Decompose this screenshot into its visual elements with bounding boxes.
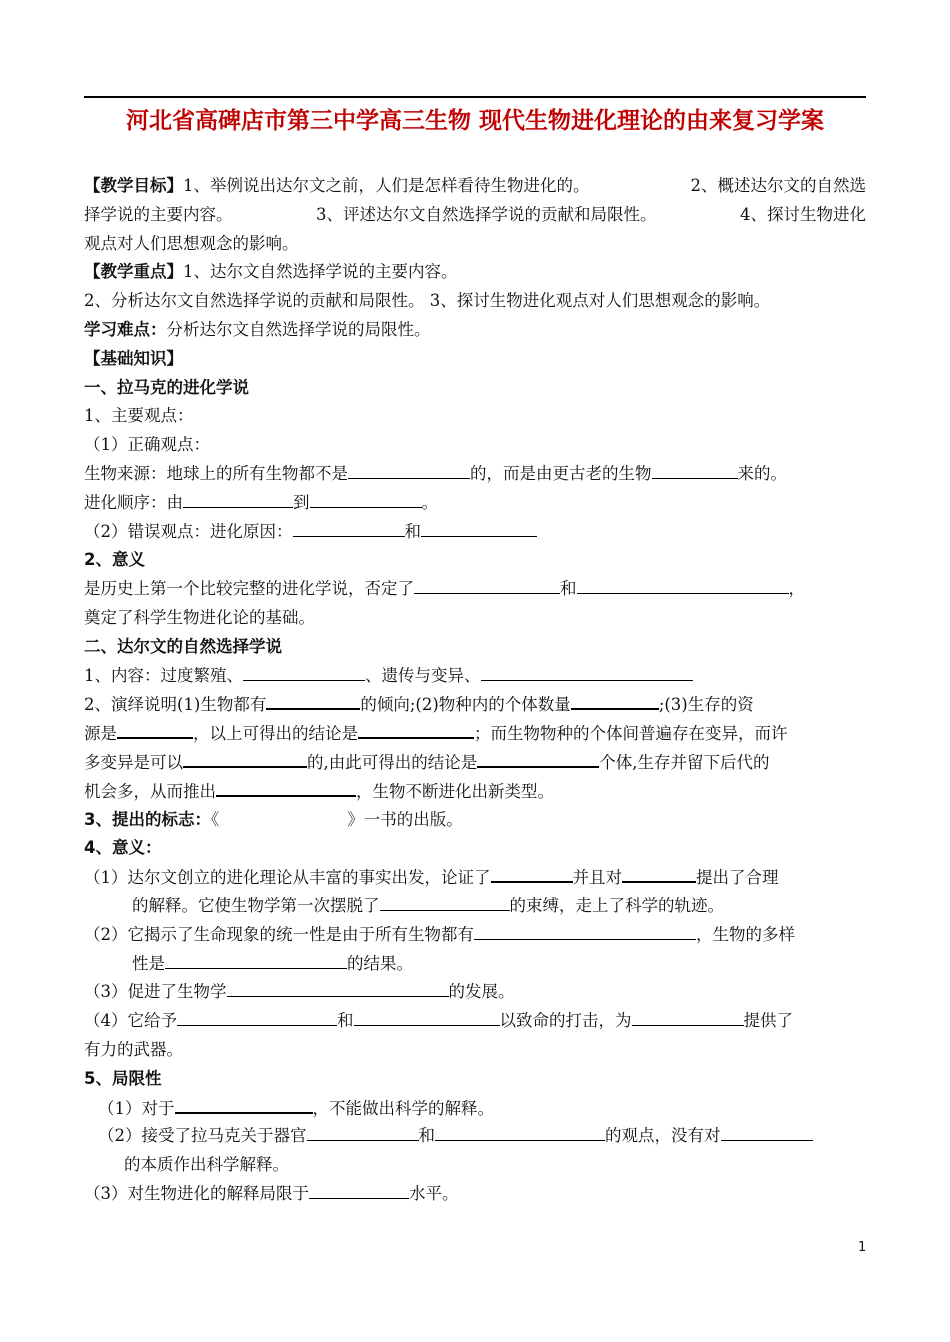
darwin-limitations-heading: 5、局限性 <box>84 1068 162 1088</box>
darwin-significance-heading: 4、意义： <box>84 838 162 858</box>
darwin-significance-2b: 性是 的结果。 <box>84 950 866 979</box>
lamarck-significance-heading: 2、意义 <box>84 550 145 570</box>
darwin-deduction-line-2: 源是 ，以上可得出的结论是 ；而生物物种的个体间普遍存在变异，而许 <box>84 719 866 748</box>
fill-blank[interactable] <box>266 690 360 710</box>
darwin-deduction-line-3: 多变异是可以 的,由此可得出的结论是 个体,生存并留下后代的 <box>84 748 866 777</box>
fill-blank[interactable] <box>577 575 789 594</box>
focus-line-1: 【教学重点】1、达尔文自然选择学说的主要内容。 <box>84 262 458 282</box>
fill-blank[interactable] <box>293 518 405 537</box>
fill-blank[interactable] <box>652 460 738 479</box>
document-body <box>84 172 866 1209</box>
fill-blank[interactable] <box>474 921 696 940</box>
darwin-marker-line: 3、提出的标志：《 》一书的出版。 <box>84 809 463 829</box>
fill-blank[interactable] <box>243 662 365 681</box>
fill-blank[interactable] <box>354 1007 500 1026</box>
lamarck-order-line: 进化顺序：由 到 。 <box>84 489 866 518</box>
fill-blank[interactable] <box>477 748 599 768</box>
page-title: 河北省高碑店市第三中学高三生物 现代生物进化理论的由来复习学案 <box>125 108 824 134</box>
basics-heading: 【基础知识】 <box>84 348 183 368</box>
objectives-line-3: 观点对人们思想观念的影响。 <box>84 233 299 253</box>
darwin-significance-1a: （1）达尔文创立的进化理论从丰富的事实出发，论证了 并且对 提出了合理 <box>84 863 866 892</box>
fill-blank[interactable] <box>307 1122 419 1141</box>
fill-blank[interactable] <box>216 777 356 797</box>
darwin-significance-4b: 有力的武器。 <box>84 1039 183 1059</box>
darwin-limitation-2a: （2）接受了拉马克关于器官 和 的观点，没有对 <box>84 1122 866 1151</box>
darwin-significance-1b: 的解释。它使生物学第一次摆脱了 的束缚，走上了科学的轨迹。 <box>84 892 866 921</box>
darwin-deduction-line-4: 机会多，从而推出 ，生物不断进化出新类型。 <box>84 777 866 806</box>
lamarck-significance-line-2: 奠定了科学生物进化论的基础。 <box>84 607 315 627</box>
fill-blank[interactable] <box>622 863 696 883</box>
lamarck-wrong-line: （2）错误观点：进化原因： 和 <box>84 518 866 547</box>
darwin-significance-4a: （4）它给予 和 以致命的打击，为 提供了 <box>84 1007 866 1036</box>
darwin-significance-2a: （2）它揭示了生命现象的统一性是由于所有生物都有 ，生物的多样 <box>84 921 866 950</box>
difficulty-line: 学习难点：分析达尔文自然选择学说的局限性。 <box>84 319 431 339</box>
fill-blank[interactable] <box>227 978 449 997</box>
fill-blank[interactable] <box>165 950 347 969</box>
fill-blank[interactable] <box>491 863 573 883</box>
fill-blank[interactable] <box>421 518 537 537</box>
objectives-line-1: 【教学目标】1、举例说出达尔文之前，人们是怎样看待生物进化的。 2、概述达尔文的自然选 <box>84 176 866 195</box>
objectives-line-2: 择学说的主要内容。 3、评述达尔文自然选择学说的贡献和局限性。 4、探讨生物进化 <box>84 204 866 224</box>
lamarck-heading: 一、拉马克的进化学说 <box>84 377 249 397</box>
fill-blank[interactable] <box>183 489 293 508</box>
fill-blank[interactable] <box>632 1007 744 1026</box>
fill-blank[interactable] <box>309 1180 409 1199</box>
darwin-limitation-1: （1）对于 ，不能做出科学的解释。 <box>84 1094 866 1123</box>
darwin-heading: 二、达尔文的自然选择学说 <box>84 636 282 656</box>
darwin-limitation-3: （3）对生物进化的解释局限于 水平。 <box>84 1180 866 1209</box>
fill-blank[interactable] <box>310 489 422 508</box>
focus-line-2: 2、分析达尔文自然选择学说的贡献和局限性。 3、探讨生物进化观点对人们思想观念的影响。 <box>84 291 771 311</box>
fill-blank[interactable] <box>358 719 474 739</box>
fill-blank[interactable] <box>571 690 659 710</box>
fill-blank[interactable] <box>117 719 193 739</box>
fill-blank[interactable] <box>435 1122 605 1141</box>
fill-blank[interactable] <box>183 748 307 768</box>
fill-blank[interactable] <box>481 662 693 681</box>
fill-blank[interactable] <box>414 575 560 594</box>
darwin-deduction-line-1: 2、演绎说明(1)生物都有 的倾向;(2)物种内的个体数量 ;(3)生存的资 <box>84 690 866 719</box>
lamarck-significance-line-1: 是历史上第一个比较完整的进化学说，否定了 和 ， <box>84 575 866 604</box>
fill-blank[interactable] <box>721 1122 813 1141</box>
lamarck-correct-views: （1）正确观点： <box>84 435 210 455</box>
darwin-significance-3: （3）促进了生物学 的发展。 <box>84 978 866 1007</box>
lamarck-origin-line: 生物来源：地球上的所有生物都不是 的，而是由更古老的生物 来的。 <box>84 460 866 489</box>
fill-blank[interactable] <box>380 892 510 911</box>
fill-blank[interactable] <box>348 460 470 479</box>
darwin-content-line: 1、内容：过度繁殖、 、遗传与变异、 <box>84 662 866 691</box>
lamarck-main-views: 1、主要观点： <box>84 406 194 426</box>
header-rule <box>84 96 866 98</box>
page-number: 1 <box>858 1240 867 1255</box>
darwin-limitation-2b: 的本质作出科学解释。 <box>124 1155 289 1175</box>
fill-blank[interactable] <box>177 1007 337 1026</box>
fill-blank[interactable] <box>175 1094 313 1114</box>
